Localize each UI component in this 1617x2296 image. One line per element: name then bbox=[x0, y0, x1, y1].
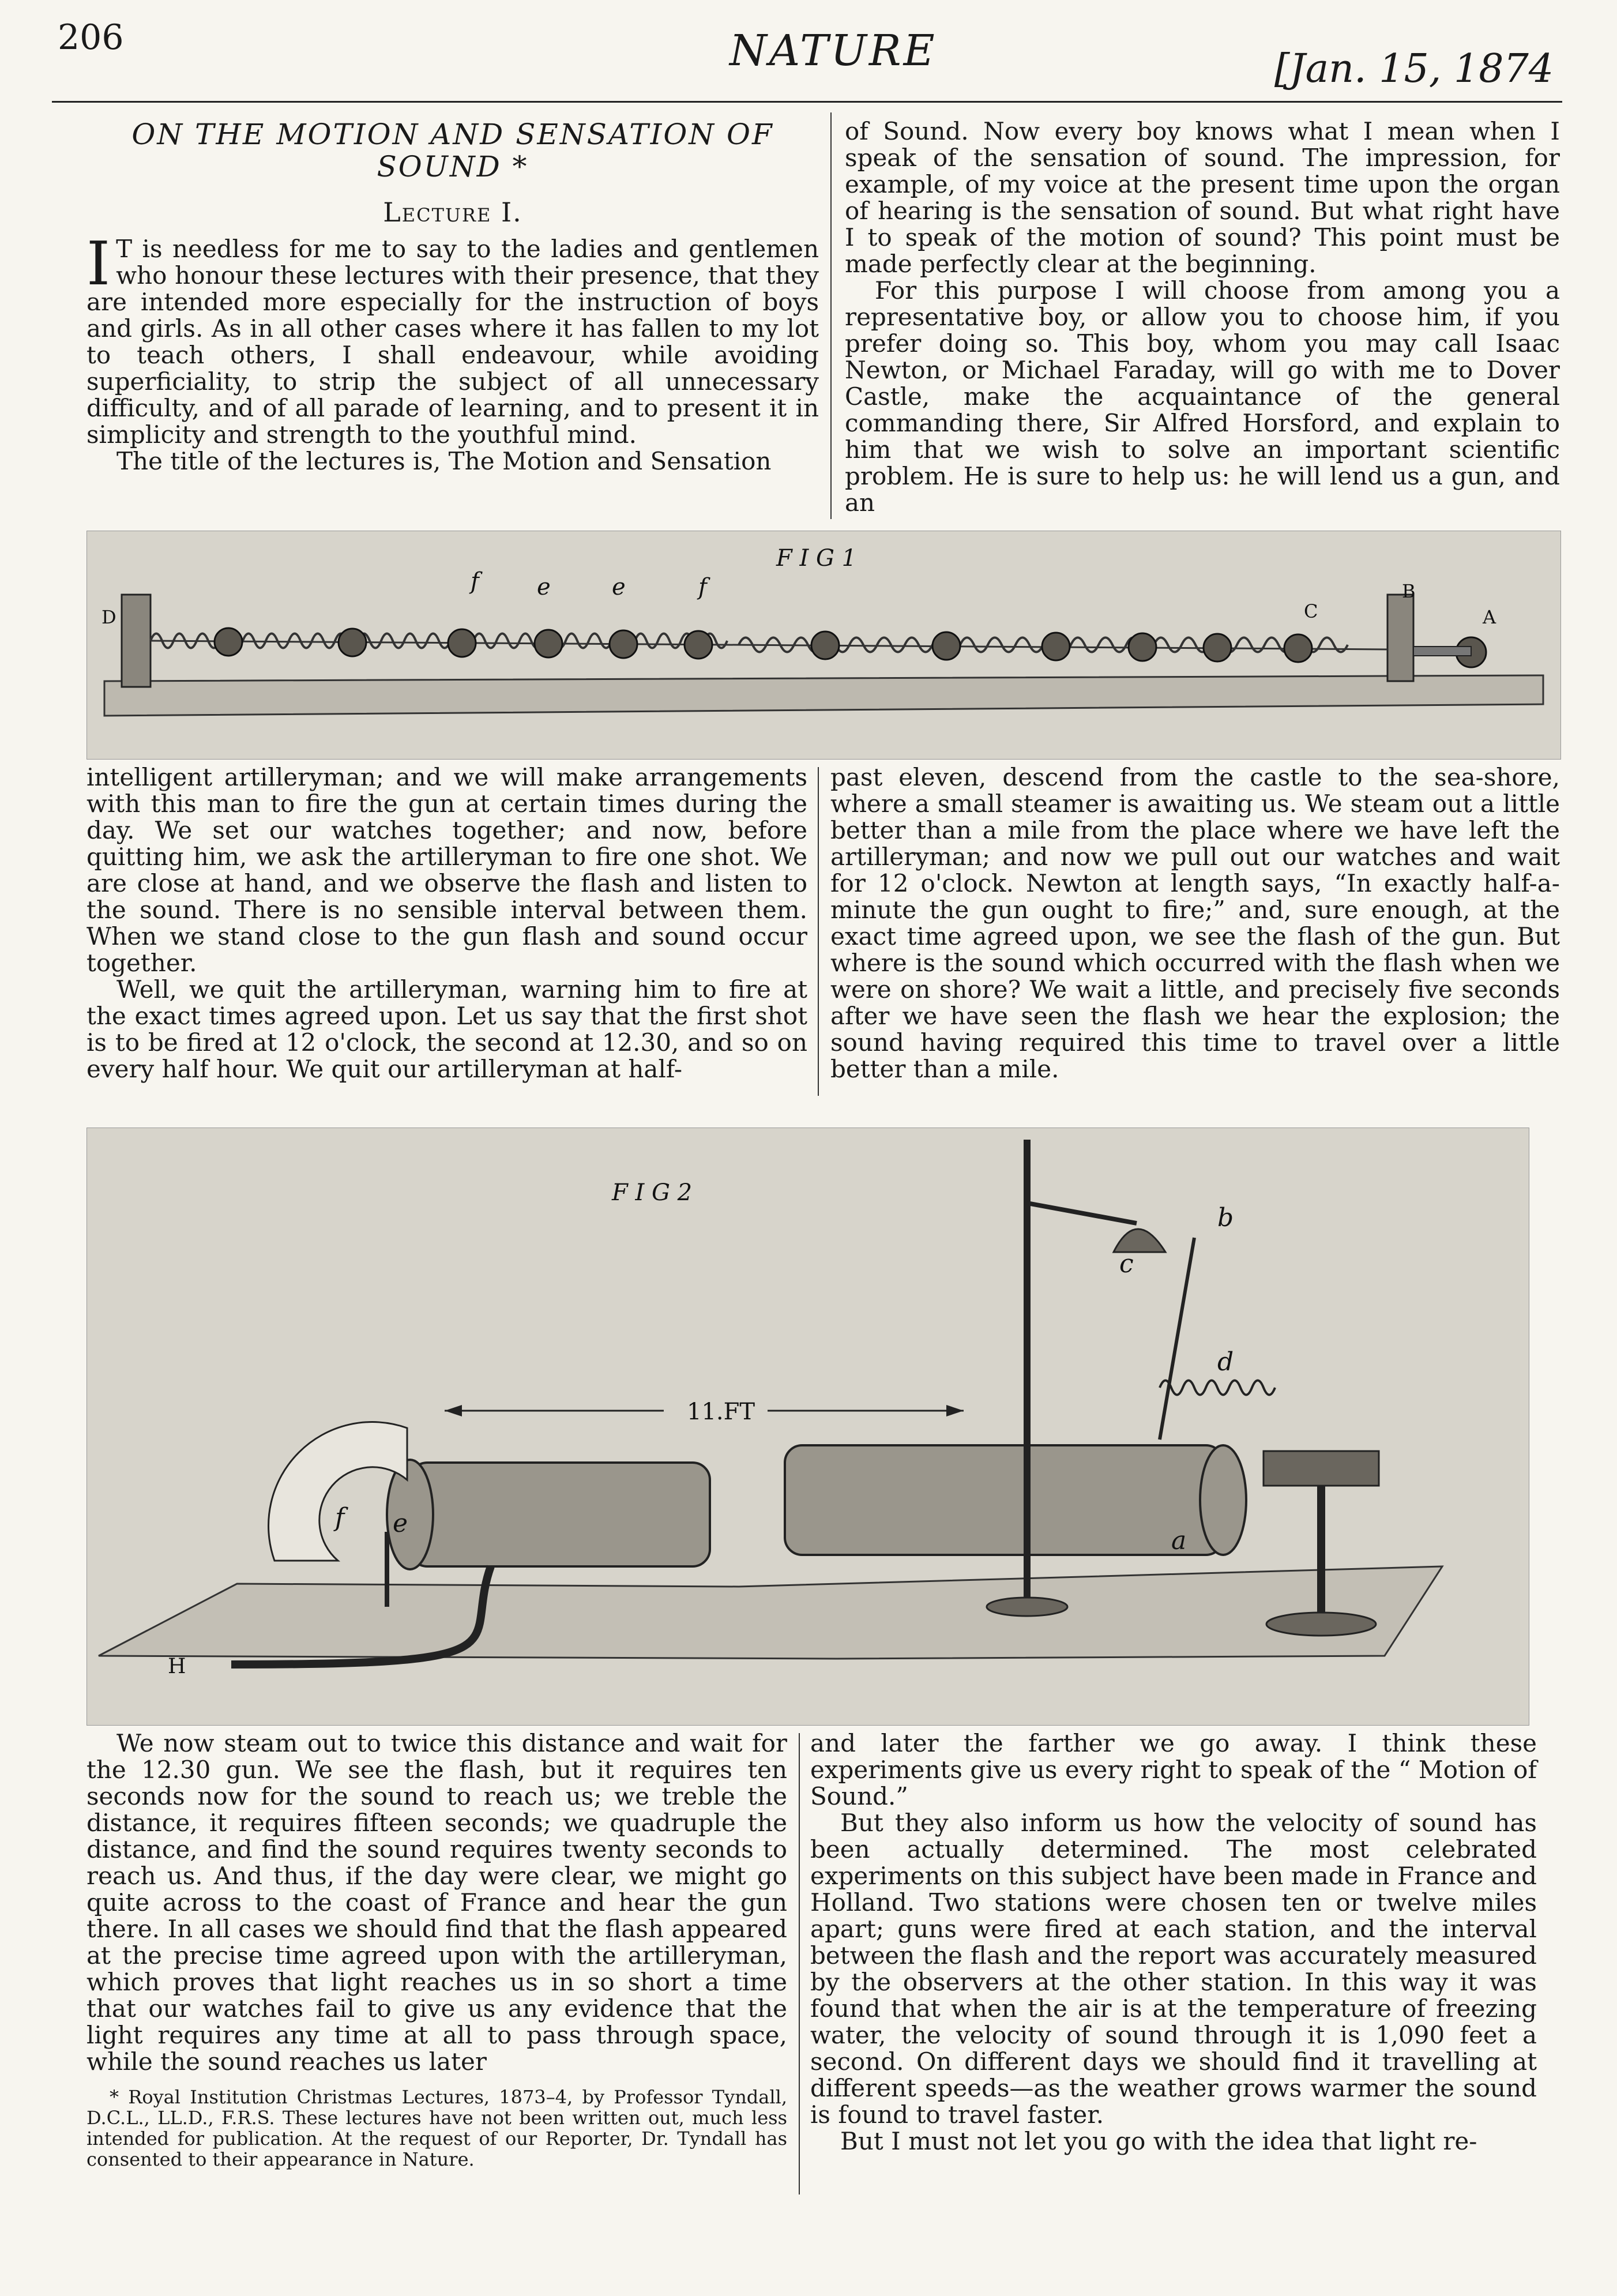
fig2-label-H: H bbox=[168, 1655, 186, 1678]
fig2-label-c: c bbox=[1119, 1249, 1134, 1279]
figure-1-spring-wave-apparatus bbox=[87, 531, 1561, 760]
column-left-middle bbox=[87, 764, 807, 1083]
paragraph: But I must not let you go with the idea that light re- bbox=[840, 2127, 1477, 2155]
fig1-label-C: C bbox=[1304, 600, 1318, 622]
paragraph: I T is needless for me to say to the ladies and gentlemen who honour these lectures with their presence, that they are intended more especially for the instruction of boys and girls. As in all other cases where it has fallen to my lot to teach others, I shall endeavour, while avoiding superficiality, to strip the subject of all unnecessary difficulty, and of all parade of learning, and to present it in simplicity and strength to the youthful mind. bbox=[87, 228, 819, 449]
fig2-label-a: a bbox=[1171, 1526, 1187, 1555]
fig1-label-e: e bbox=[612, 574, 626, 600]
fig2-left-tube bbox=[387, 1460, 710, 1569]
figure-2-drawing bbox=[87, 1128, 1529, 1725]
fig2-lamp-arm bbox=[1027, 1203, 1137, 1223]
journal-title: NATURE bbox=[729, 26, 937, 76]
paragraph: The title of the lectures is, The Motion and Sensation bbox=[116, 447, 772, 475]
paragraph: of Sound. Now every boy knows what I mean when I speak of the sensation of sound. The impression, for example, of my voice at the present time upon the organ of hearing is the sensation of sound. But what right have I to speak of the motion of sound? This point must be made perfectly clear at the beginning. bbox=[845, 117, 1560, 278]
issue-date: [Jan. 15, 1874 bbox=[1274, 46, 1554, 92]
fig1-board-D bbox=[122, 595, 151, 687]
fig1-label-A: A bbox=[1483, 606, 1496, 628]
fig2-arrowhead-right bbox=[946, 1405, 964, 1416]
fig1-label-e: e bbox=[537, 574, 551, 600]
fig2-caption: F I G 2 bbox=[612, 1179, 693, 1206]
paragraph: We now steam out to twice this distance and wait for the 12.30 gun. We see the flash, but it requires ten seconds now for the sound to reach us; we treble the distance, it requires fifteen seconds; we quadruple the distance, and find the sound requires twenty seconds to reach us. And thus, if the day were clear, we might go quite across to the coast of France and hear the gun there. In all cases we should find that the flash appeared at the precise time agreed upon with the artilleryman, which proves that light reaches us in so short a time that our watches fail to give us any evidence that the light requires any time at all to pass through space, while the sound reaches us later bbox=[87, 1729, 787, 2076]
fig2-label-d: d bbox=[1217, 1347, 1234, 1377]
lecture-heading: Lecture I. bbox=[383, 197, 522, 228]
fig1-base-board bbox=[104, 675, 1543, 716]
fig2-label-b: b bbox=[1217, 1203, 1234, 1232]
footnote: * Royal Institution Christmas Lectures, 1873–4, by Professor Tyndall, D.C.L., LL.D., F.R.S. These lectures have not been written out, much less intended for publication. At the request of our Reporter, Dr. Tyndall has consented to their appearance in Nature. bbox=[87, 2086, 787, 2170]
column-left-top bbox=[87, 118, 819, 475]
fig2-label-f: f bbox=[335, 1503, 345, 1532]
fig2-stand-base bbox=[987, 1598, 1067, 1616]
fig1-balls bbox=[215, 628, 1486, 667]
paragraph: But they also inform us how the velocity of sound has been actually determined. The most celebrated experiments on this subject have been made in France and Holland. Two stations were chosen ten or twelve miles apart; guns were fired at each station, and the interval between the flash and the report was accurately measured by the observers at the other station. In this way it was found that when the air is at the temperature of freezing water, the velocity of sound through it is 1,090 feet a second. On different days we should find it travelling at different speeds—as the weather grows warmer the sound is found to travel faster. bbox=[810, 1809, 1537, 2129]
fig2-spring-d bbox=[1160, 1381, 1275, 1395]
figure-1-drawing bbox=[87, 531, 1560, 759]
fig1-caption: F I G 1 bbox=[776, 545, 857, 572]
column-divider bbox=[799, 1733, 800, 2194]
fig1-label-B: B bbox=[1402, 580, 1416, 602]
fig1-board-B bbox=[1387, 595, 1413, 681]
figure-2-sound-tube-apparatus bbox=[87, 1128, 1529, 1726]
paragraph: Well, we quit the artilleryman, warning him to fire at the exact times agreed upon. Let us say that the first shot is to be fired at 12 o'clock, the second at 12.30, and so on every half hour. We quit our artilleryman at half- bbox=[87, 975, 807, 1083]
fig2-lever-b bbox=[1160, 1238, 1194, 1440]
header-rule bbox=[52, 101, 1562, 103]
column-right-top bbox=[845, 118, 1560, 516]
column-divider bbox=[818, 767, 819, 1096]
fig1-rod-A bbox=[1413, 647, 1471, 656]
fig2-label-e: e bbox=[393, 1509, 408, 1538]
paragraph: and later the farther we go away. I think these experiments give us every right to speak of the “ Motion of Sound.” bbox=[810, 1729, 1537, 1810]
fig2-support-a bbox=[1263, 1451, 1379, 1486]
column-divider bbox=[830, 112, 832, 519]
paragraph: past eleven, descend from the castle to the sea-shore, where a small steamer is awaiting us. We steam out a little better than a mile from the place where we have left the artilleryman; and now we pull out our watches and wait for 12 o'clock. Newton at length says, “In exactly half-a-minute the gun ought to fire;” and, sure enough, at the exact time agreed upon, we see the flash of the gun. But where is the sound which occurred with the flash when we were on shore? We wait a little, and precisely five seconds after we have seen the flash we hear the explosion; the sound having required this time to travel over a little better than a mile. bbox=[830, 763, 1560, 1083]
paragraph: intelligent artilleryman; and we will make arrangements with this man to fire the gun at certain times during the day. We set our watches together; and now, before quitting him, we ask the artilleryman to fire one shot. We are close at hand, and we observe the flash and listen to the sound. There is no sensible interval between them. When we stand close to the gun flash and sound occur together. bbox=[87, 763, 807, 977]
page-number: 206 bbox=[58, 17, 124, 58]
column-right-middle bbox=[830, 764, 1560, 1083]
fig2-distance-label: 11.FT bbox=[687, 1399, 755, 1425]
fig2-reflector-c bbox=[1114, 1229, 1165, 1252]
drop-cap: I bbox=[87, 228, 111, 299]
fig1-label-D: D bbox=[101, 606, 116, 628]
article-title: ON THE MOTION AND SENSATION OF SOUND * bbox=[131, 118, 774, 183]
fig2-base-boards bbox=[99, 1566, 1442, 1659]
fig2-support-base bbox=[1266, 1613, 1376, 1636]
column-right-bottom bbox=[810, 1730, 1537, 2155]
column-left-bottom bbox=[87, 1730, 787, 2170]
fig1-label-f: f bbox=[698, 574, 707, 600]
fig2-arrowhead-left bbox=[445, 1405, 462, 1416]
paragraph: For this purpose I will choose from among you a representative boy, or allow you to choose him, if you prefer doing so. This boy, whom you may call Isaac Newton, or Michael Faraday, will go with me to Dover Castle, make the acquaintance of the general commanding there, Sir Alfred Horsford, and explain to him that we wish to solve an important scientific problem. He is sure to help us: he will lend us a gun, and an bbox=[845, 276, 1560, 517]
fig1-label-f: f bbox=[471, 568, 479, 595]
